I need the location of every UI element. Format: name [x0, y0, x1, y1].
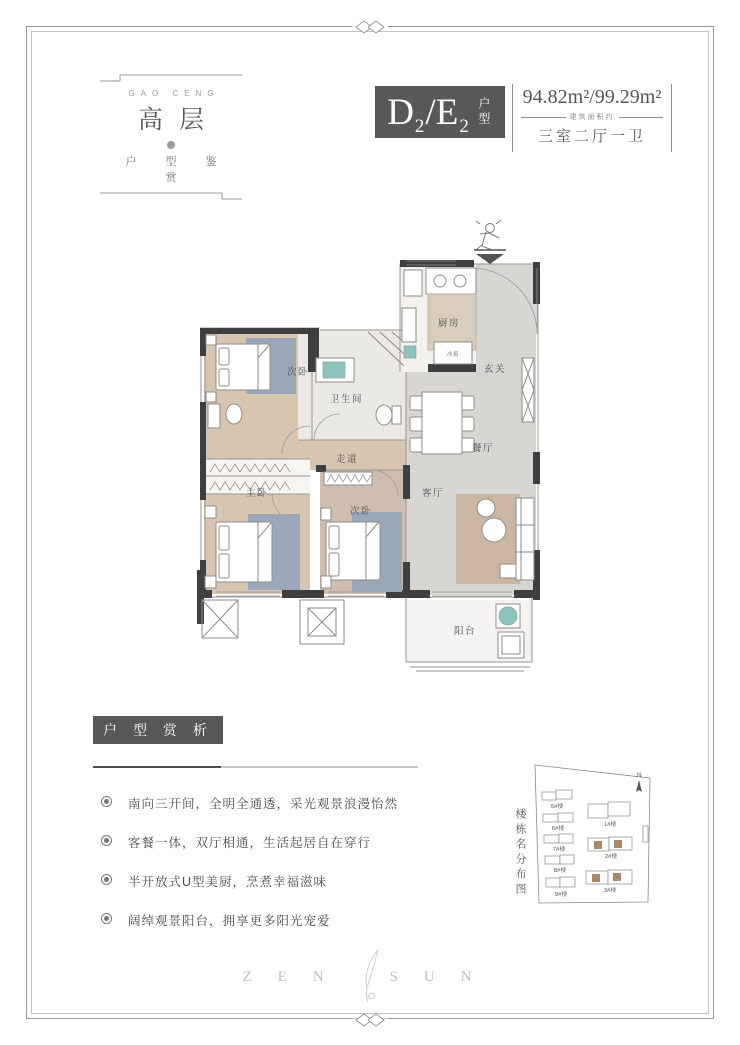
foyer-cabinet: [522, 358, 534, 422]
svg-text:2#楼: 2#楼: [604, 854, 618, 860]
label-corridor: 走道: [336, 454, 359, 465]
area-note: 建筑面积约: [569, 114, 615, 121]
label-balcony: 阳台: [454, 626, 477, 637]
unit-letter-2: E: [435, 91, 459, 133]
brand-dot-icon: [167, 141, 175, 149]
brand-logo: [98, 72, 244, 201]
svg-text:8#楼: 8#楼: [553, 868, 567, 874]
siteplan-section: [498, 750, 678, 915]
label-foyer: 玄关: [484, 364, 507, 375]
logo-bracket-top: [98, 72, 244, 82]
site-misc-structure: [643, 826, 648, 842]
analysis-bullet: [93, 794, 418, 812]
svg-text:7#楼: 7#楼: [552, 847, 566, 853]
svg-text:9#楼: 9#楼: [554, 892, 568, 898]
brand-name-cn: 高层: [137, 107, 220, 134]
bullet-text: 南向三开间，全明全通透，采光观景浪漫怡然: [128, 797, 399, 811]
label-bedroom-mid: 次卧: [350, 506, 373, 517]
bullet-icon: [101, 874, 112, 885]
frame-knot-top-icon: [352, 19, 388, 35]
floorplan-floors: [204, 264, 536, 662]
brand-name-en: GAO CENG: [128, 89, 220, 98]
svg-text:5#楼: 5#楼: [550, 804, 564, 810]
analysis-bullet: [93, 872, 418, 890]
room-config: 三室二厅一卫: [537, 128, 646, 145]
watermark-right: SUN: [389, 968, 498, 985]
unit-suffix: 户型: [476, 97, 491, 127]
bullet-text: 客餐一体，双厅相通，生活起居自在穿行: [128, 836, 372, 850]
area-value: 94.82m²/99.29m²: [522, 86, 662, 108]
analysis-bullets: [93, 794, 418, 929]
svg-text:3#楼: 3#楼: [603, 888, 617, 894]
kitchen-fixtures: [402, 268, 476, 364]
bullet-text: 半开放式U型美厨，烹煮幸福滋味: [128, 875, 328, 889]
label-dining: 餐厅: [472, 443, 495, 454]
siteplan-caption: 楼栋名分布图: [514, 808, 526, 898]
label-living: 客厅: [422, 488, 445, 499]
frame-knot-bottom-icon: [352, 1012, 388, 1028]
logo-bracket-bottom: [98, 191, 244, 201]
unit-sub-2: 2: [459, 116, 469, 137]
svg-text:N: N: [637, 772, 642, 779]
unit-divider: /: [425, 91, 436, 133]
label-bedroom-top: 次卧: [287, 367, 310, 378]
bullet-icon: [101, 913, 112, 924]
label-kitchen: 厨房: [438, 318, 461, 329]
unit-sub-1: 2: [414, 116, 425, 137]
label-master: 主卧: [246, 488, 269, 499]
watermark-left: ZEN: [242, 968, 350, 985]
svg-text:1#楼: 1#楼: [603, 822, 617, 828]
label-bathroom: 卫生间: [330, 394, 364, 405]
bullet-icon: [101, 796, 112, 807]
exterior-platforms: [202, 600, 344, 644]
analysis-divider: [93, 766, 418, 768]
analysis-bullet: [93, 911, 418, 929]
entry-person-icon: [476, 220, 501, 250]
fridge-label: 冰箱: [446, 352, 460, 358]
analysis-bullet: [93, 833, 418, 851]
dining-set: [410, 392, 474, 454]
living-furniture: [456, 494, 534, 584]
brand-tagline: 户 型 鉴 赏: [125, 156, 230, 184]
area-info: [512, 84, 672, 152]
floorplan: [188, 212, 552, 680]
svg-text:6#楼: 6#楼: [551, 826, 565, 832]
analysis-heading: 户 型 赏 析: [93, 716, 223, 744]
bullet-text: 阔绰观景阳台，拥享更多阳光宠爱: [128, 914, 331, 928]
developer-watermark: [0, 948, 740, 1006]
entry-arrow-icon: [474, 250, 506, 264]
area-divider: [521, 112, 663, 122]
analysis-section: [93, 716, 418, 950]
unit-letter-1: D: [387, 91, 414, 133]
unit-type-badge: [375, 86, 505, 138]
bullet-icon: [101, 835, 112, 846]
